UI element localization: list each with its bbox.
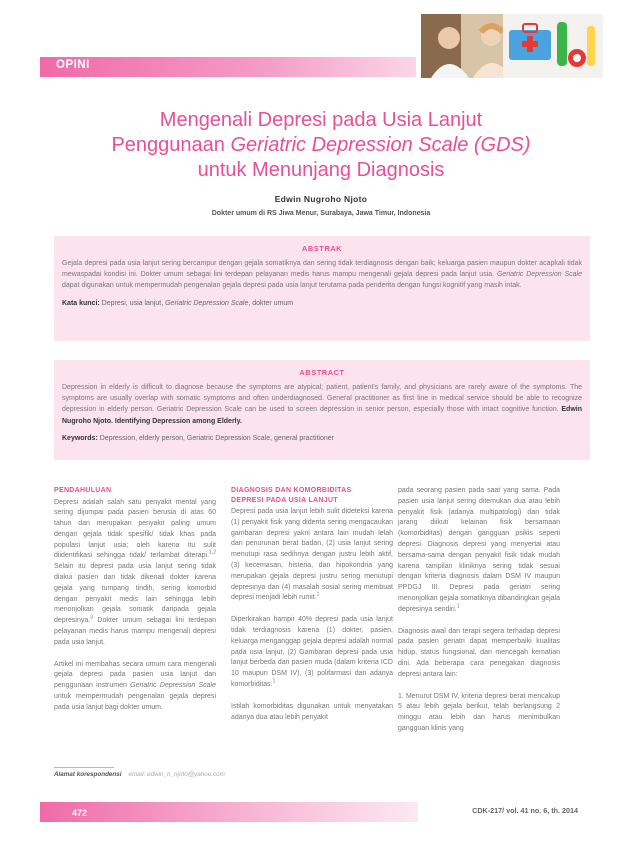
footnote-divider xyxy=(54,767,114,768)
abstrak-text xyxy=(62,258,582,292)
abstrak-text-a: Gejala depresi pada usia lanjut sering bercampur dengan gejala somatiknya dan sering tidak terdiagnosis dengan baik; keluarga pasien maupun dokter acapkali tidak mewaspadai kondisi ini. Dokter umum sebagai lini terdepan pelayanan medis harus mampu mengenali gejala depresi pada lanjut usia. xyxy=(62,260,582,279)
first-aid-kit-icon xyxy=(503,14,603,78)
body-column-3 xyxy=(398,486,560,746)
citation-ref: 1 xyxy=(316,592,320,599)
body-column-2 xyxy=(231,486,393,734)
abstrak-keywords xyxy=(62,300,582,307)
body-column-1 xyxy=(54,486,216,725)
abstract-keywords xyxy=(62,435,582,442)
abstract-text-body: Depression in elderly is difficult to diagnose because the symptoms are atypical; patient, patient's family, and physicians are rarely aware of the symptoms. The symptoms are usually overlap with somatic symptoms and often underdiagnosed. General practitioner as first line in medical service should be able to recognize depression in elderly person. Geriatric Depression Scale can be used to screen depression in senior person, especially those with intact cognitive function. xyxy=(62,384,582,414)
footnote-email: email: edwin_n_njoto@yahoo.com xyxy=(128,771,225,778)
heading-diagnosis-line-1: DIAGNOSIS DAN KOMORBIDITAS xyxy=(231,487,352,494)
paragraph-intro-1 xyxy=(54,498,216,649)
abstract-keywords-label: Keywords: xyxy=(62,434,98,442)
diagnosis-2-text: Diperkirakan hampir 40% depresi pada usia lanjut tidak terdiagnosis karena (1) dokter, pasien, keluarga menganggap gejala depresi adalah normal pada usia lanjut, (2) Gambaran depresi pada usia lanjut berbeda dari pasien muda (dalam kriteria ICD 10 maupun DSM IV), (3) polifarmasi dan adanya komorbiditas. xyxy=(231,616,393,688)
paragraph-diagnosis-3: Istilah komorbiditas digunakan untuk menyatakan adanya dua atau lebih penyakit xyxy=(231,702,393,721)
citation-ref: 1,2 xyxy=(209,550,216,557)
paragraph-diagnosis-2 xyxy=(231,615,393,691)
list-item-dsm-iv: 1. Menurut DSM IV, kriteria depresi berat mencakup 5 atau lebih gejala berikut, telah berlangsung 2 minggu atau lebih dan harus menimbulkan gangguan klinis yang xyxy=(398,692,560,732)
title-line-2 xyxy=(60,133,582,158)
citation-ref: 3 xyxy=(90,614,93,621)
diagnosis-1-text: Depresi pada usia lanjut lebih sulit dideteksi karena (1) penyakit fisik yang diderita sering mengacaukan gambaran depresi yakni antara lain mudah lelah dan penurunan berat badan, (2) usia lanjut sering menutupi rasa sedihnya dengan justru lebih aktif, (3) kecemasan, histeria, dan hipokondria yang merupakan gejala depresi justru sering menutupi depresinya dan (4) masalah sosial sering membuat depresi menjadi lebih rumit. xyxy=(231,508,393,602)
author-affiliation: Dokter umum di RS Jiwa Menur, Surabaya, Jawa Timur, Indonesia xyxy=(211,210,431,217)
section-banner xyxy=(40,57,416,77)
author-name: Edwin Nugroho Njoto xyxy=(274,194,368,204)
abstract-heading: ABSTRACT xyxy=(299,368,345,377)
abstrak-keywords-b: , dokter umum xyxy=(248,299,294,307)
paragraph-early-diagnosis: Diagnosis awal dan terapi segera terhadap depresi pada pasien geriatri dapat memperbaiki kualitas hidup, status fungsional, dan mencegah kematian dini. Ada beberapa cara penegakan diagnosis depresi antara lain: xyxy=(398,627,560,678)
abstrak-keywords-italic: Geriatric Depression Scale xyxy=(165,299,249,307)
section-heading-diagnosis xyxy=(231,486,393,505)
intro-2-text-a: Artikel ini membahas secara umum cara mengenali gejala depresi pada pasien usia lanjut dan penggunaan instrumen xyxy=(54,660,216,690)
section-heading-pendahuluan: PENDAHULUAN xyxy=(54,487,112,494)
intro-1-text-a: Depresi adalah salah satu penyakit mental yang sering dijumpai pada pasien berusia di atas 60 tahun dan merupakan penyakit paling umum dengan gejala tidak spesifik/ tidak khas pada populasi lanjut usia; oleh karena itu sulit diidentifikasi sehingga tidak/ terlambat diterapi. xyxy=(54,498,216,560)
abstrak-heading: ABSTRAK xyxy=(301,244,343,253)
heading-diagnosis-line-2: DEPRESI PADA USIA LANJUT xyxy=(231,496,338,504)
intro-1-text-b: Selain itu depresi pada usia lanjut sering tidak diakui pasien dan tidak dikenali dokter karena gejala yang tumpang tindih, sering komorbid dengan penyakit medis lain sehingga lebih menonjolkan gejala somatik daripada gejala depresinya. xyxy=(54,563,216,625)
paragraph-diagnosis-1 xyxy=(231,507,393,604)
intro-2-text-b: untuk mempermudah pengenalan gejala depresi pada usia lanjut bagi dokter umum. xyxy=(54,693,216,711)
paragraph-intro-2 xyxy=(54,660,216,714)
title-line-1: Mengenali Depresi pada Usia Lanjut xyxy=(159,109,483,131)
page-number: 472 xyxy=(72,808,88,818)
abstrak-box xyxy=(54,236,590,341)
title-line-3: untuk Menunjang Diagnosis xyxy=(197,159,445,181)
abstrak-text-b: dapat digunakan untuk mempermudah pengenalan gejala depresi pada usia lanjut terutama pada penderita dengan fungsi kognitif yang masih intak. xyxy=(62,282,522,290)
first-aid-kit-photo xyxy=(503,14,603,78)
footnote-label: Alamat korespondensi xyxy=(54,771,122,778)
abstract-citation: Edwin Nugroho Njoto. Identifying Depression among Elderly. xyxy=(62,406,582,425)
intro-1-text-c: Dokter umum sebagai lini terdepan pelayanan medis harus mampu mengenali depresi pada usia lanjut. xyxy=(54,617,216,646)
comorbidity-text: pada seorang pasien pada saat yang sama. Pada pasien usia lanjut sering ditemukan dua atau lebih penyakit fisik (adanya multipatologi) dan tidak jarang diikuti kelainan fisik bersamaan (komorbiditas) dengan gangguan psikis seperti depresi. Diagnosis depresi yang menyertai atau bersama-sama dengan penyakit fisik tidak mudah karena tampilan kliniknya sering tidak sesuai dengan kriteria diagnosis dalam DSM IV maupun PPDGJ III. Depresi pada geriatri sering menonjolkan gejala somatiknya dibandingkan gejala depresinya sendiri. xyxy=(398,487,560,613)
citation-ref: 1 xyxy=(272,678,276,685)
paragraph-comorbidity xyxy=(398,486,560,616)
journal-citation: CDK-217/ vol. 41 no. 6, th. 2014 xyxy=(472,806,578,815)
title-line-2-prefix: Penggunaan xyxy=(111,134,231,156)
intro-2-italic: Geriatric Depression Scale xyxy=(130,682,216,690)
title-line-2-italic: Geriatric Depression Scale (GDS) xyxy=(230,134,531,156)
citation-ref: 1 xyxy=(456,603,460,610)
abstrak-keywords-a: Depresi, usia lanjut, xyxy=(99,299,166,307)
abstrak-text-italic: Geriatric Depression Scale xyxy=(496,271,582,279)
abstract-keywords-text: Depression, elderly person, Geriatric Depression Scale, general practitioner xyxy=(97,434,334,442)
footer-banner xyxy=(40,802,418,822)
abstrak-keywords-label: Kata kunci: xyxy=(62,299,100,307)
section-label: OPINI xyxy=(56,59,90,71)
abstract-box xyxy=(54,360,590,460)
article-title xyxy=(60,108,582,183)
abstract-text xyxy=(62,382,582,427)
correspondence-footnote xyxy=(54,771,225,778)
